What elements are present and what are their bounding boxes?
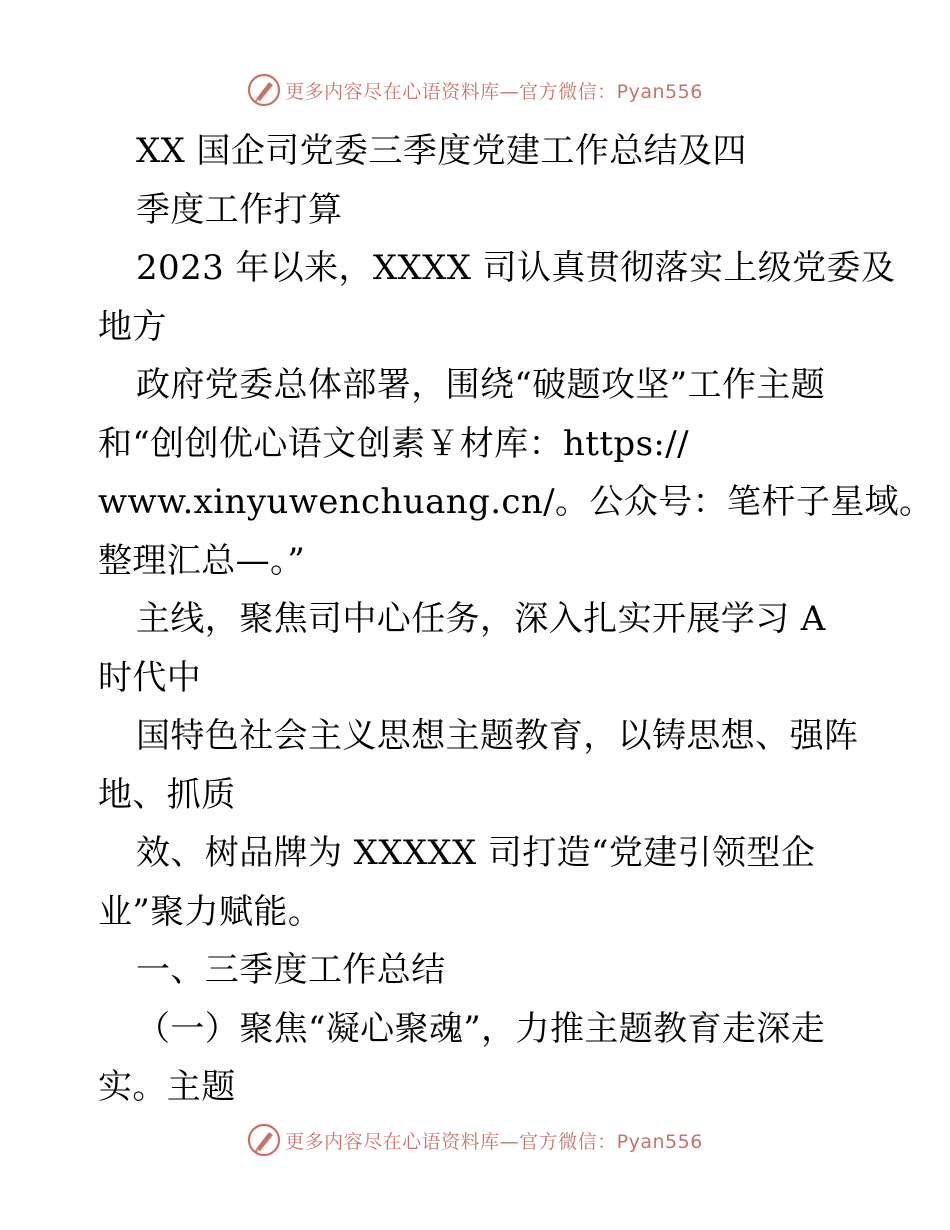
text-line: 业”聚力赋能。 xyxy=(98,891,323,932)
text-line: XX 国企司党委三季度党建工作总结及四 xyxy=(136,131,747,171)
text-line: 一、三季度工作总结 xyxy=(136,950,446,990)
quill-pen-icon xyxy=(247,1123,281,1157)
footer-watermark-banner xyxy=(0,1120,950,1160)
quill-pen-icon xyxy=(247,73,281,107)
text-line: 实。主题 xyxy=(98,1067,236,1107)
text-line: 地方 xyxy=(98,306,167,347)
text-line: 地、抓质 xyxy=(98,774,236,815)
document-body xyxy=(98,122,934,1117)
text-line: 季度工作打算 xyxy=(136,189,343,230)
text-line: 2023 年以来，XXXX 司认真贯彻落实上级党委及 xyxy=(136,248,896,288)
watermark-text: 更多内容尽在心语资料库—官方微信：Pyan556 xyxy=(285,80,703,103)
text-line: （一）聚焦“凝心聚魂”，力推主题教育走深走 xyxy=(136,1008,826,1049)
watermark-text: 更多内容尽在心语资料库—官方微信：Pyan556 xyxy=(285,1130,703,1153)
text-line: 效、树品牌为 XXXXX 司打造“党建引领型企 xyxy=(136,833,816,873)
text-line: 和“创创优心语文创素￥材库：https:// xyxy=(98,423,689,464)
text-line: 时代中 xyxy=(98,657,202,698)
text-line: 主线，聚焦司中心任务，深入扎实开展学习 A xyxy=(136,599,826,639)
text-line: 整理汇总—。” xyxy=(98,540,306,581)
text-line: 国特色社会主义思想主题教育，以铸思想、强阵 xyxy=(136,716,859,756)
header-watermark-banner xyxy=(0,70,950,110)
text-line: www.xinyuwenchuang.cn/。公众号：笔杆子星域。 xyxy=(98,482,934,522)
text-line: 政府党委总体部署，围绕“破题攻坚”工作主题 xyxy=(136,365,826,405)
